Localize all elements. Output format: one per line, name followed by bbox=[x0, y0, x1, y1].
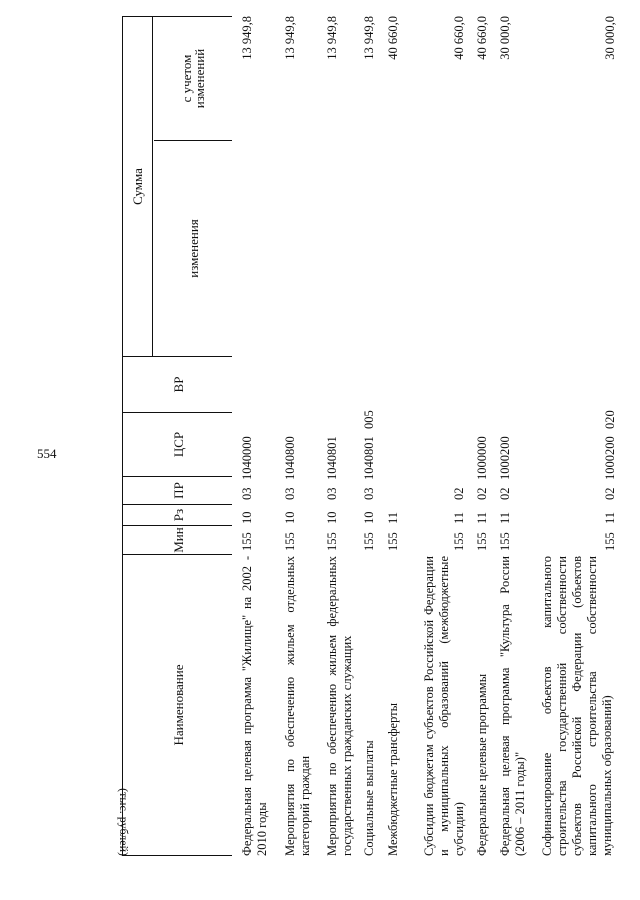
row-min: 155 bbox=[603, 532, 617, 551]
row-total: 13 949,8 bbox=[240, 16, 254, 60]
column-divider bbox=[123, 412, 232, 413]
header-with-changes: с учетом изменений bbox=[179, 48, 207, 109]
rotated-page-content bbox=[92, 0, 640, 880]
row-rz: 10 bbox=[240, 511, 254, 524]
row-total: 13 949,8 bbox=[325, 16, 339, 60]
row-total: 13 949,8 bbox=[283, 16, 297, 60]
table-row bbox=[283, 16, 313, 856]
table-row bbox=[325, 16, 355, 856]
row-rz: 10 bbox=[362, 511, 376, 524]
row-min: 155 bbox=[240, 532, 254, 551]
header-changes: изменения bbox=[185, 219, 201, 278]
row-pr: 03 bbox=[325, 487, 339, 500]
row-total: 40 660,0 bbox=[386, 16, 400, 60]
row-total: 40 660,0 bbox=[475, 16, 489, 60]
row-rz: 11 bbox=[475, 511, 489, 524]
column-divider bbox=[123, 554, 232, 555]
row-min: 155 bbox=[325, 532, 339, 551]
column-divider bbox=[123, 525, 232, 526]
row-min: 155 bbox=[475, 532, 489, 551]
table-row bbox=[422, 16, 467, 856]
table-row bbox=[475, 16, 490, 856]
table-header bbox=[122, 16, 232, 856]
table-row bbox=[498, 16, 528, 856]
column-divider bbox=[123, 356, 232, 357]
row-rz: 10 bbox=[283, 511, 297, 524]
header-name: Наименование bbox=[170, 664, 186, 746]
row-vr: 005 bbox=[362, 410, 376, 429]
row-min: 155 bbox=[362, 532, 376, 551]
column-divider bbox=[123, 476, 232, 477]
row-min: 155 bbox=[386, 532, 400, 551]
header-csr: ЦСР bbox=[170, 431, 186, 458]
row-csr: 1040800 bbox=[283, 436, 297, 480]
header-rz: Рз bbox=[170, 508, 186, 522]
header-min: Мин bbox=[170, 527, 186, 553]
row-rz: 11 bbox=[603, 511, 617, 524]
column-divider bbox=[123, 504, 232, 505]
row-pr: 02 bbox=[475, 487, 489, 500]
row-pr: 02 bbox=[498, 487, 512, 500]
row-pr: 03 bbox=[240, 487, 254, 500]
page-number: 554 bbox=[37, 446, 57, 461]
row-csr: 1000000 bbox=[475, 436, 489, 480]
table-row bbox=[240, 16, 270, 856]
header-sum: Сумма bbox=[123, 17, 153, 356]
row-rz: 11 bbox=[498, 511, 512, 524]
row-name: Мероприятия по обеспечению жильем отдельных категорий граждан bbox=[283, 556, 312, 856]
row-total: 13 949,8 bbox=[362, 16, 376, 60]
row-min: 155 bbox=[283, 532, 297, 551]
row-rz: 11 bbox=[452, 511, 466, 524]
row-total: 30 000,0 bbox=[603, 16, 617, 60]
row-name: Социальные выплаты bbox=[362, 740, 376, 856]
row-pr: 02 bbox=[603, 487, 617, 500]
row-name: Софинансирование объектов капитального строительства государственной собственности субъектов Российской Федерации (объектов капитального строительства собственности муниципальных образований) bbox=[540, 556, 614, 856]
row-vr: 020 bbox=[603, 410, 617, 429]
column-divider bbox=[154, 140, 232, 141]
row-name: Мероприятия по обеспечению жильем федеральных государственных гражданских служащих bbox=[325, 556, 354, 856]
row-total: 40 660,0 bbox=[452, 16, 466, 60]
row-csr: 1040801 bbox=[362, 436, 376, 480]
header-pr: ПР bbox=[170, 482, 186, 499]
row-csr: 1040000 bbox=[240, 436, 254, 480]
table-row bbox=[540, 16, 620, 856]
row-min: 155 bbox=[452, 532, 466, 551]
row-rz: 10 bbox=[325, 511, 339, 524]
row-name: Федеральные целевые программы bbox=[475, 673, 489, 856]
header-vr: ВР bbox=[170, 376, 186, 393]
units-note: (тыс. рублей) bbox=[117, 788, 131, 856]
table-row bbox=[362, 16, 377, 856]
row-name: Межбюджетные трансферты bbox=[386, 702, 400, 856]
row-name: Субсидии бюджетам субъектов Российской Федерации и муниципальных образований (межбюджетные субсидии) bbox=[422, 556, 466, 856]
row-csr: 1040801 bbox=[325, 436, 339, 480]
row-pr: 03 bbox=[283, 487, 297, 500]
row-name: Федеральная целевая программа "Жилище" на 2002 - 2010 годы bbox=[240, 556, 269, 856]
row-total: 30 000,0 bbox=[498, 16, 512, 60]
row-csr: 1000200 bbox=[603, 436, 617, 480]
table-row bbox=[386, 16, 401, 856]
row-csr: 1000200 bbox=[498, 436, 512, 480]
row-pr: 03 bbox=[362, 487, 376, 500]
row-min: 155 bbox=[498, 532, 512, 551]
row-name: Федеральная целевая программа "Культура России (2006 – 2011 годы)" bbox=[498, 556, 527, 856]
row-rz: 11 bbox=[386, 511, 400, 524]
row-pr: 02 bbox=[452, 487, 466, 500]
